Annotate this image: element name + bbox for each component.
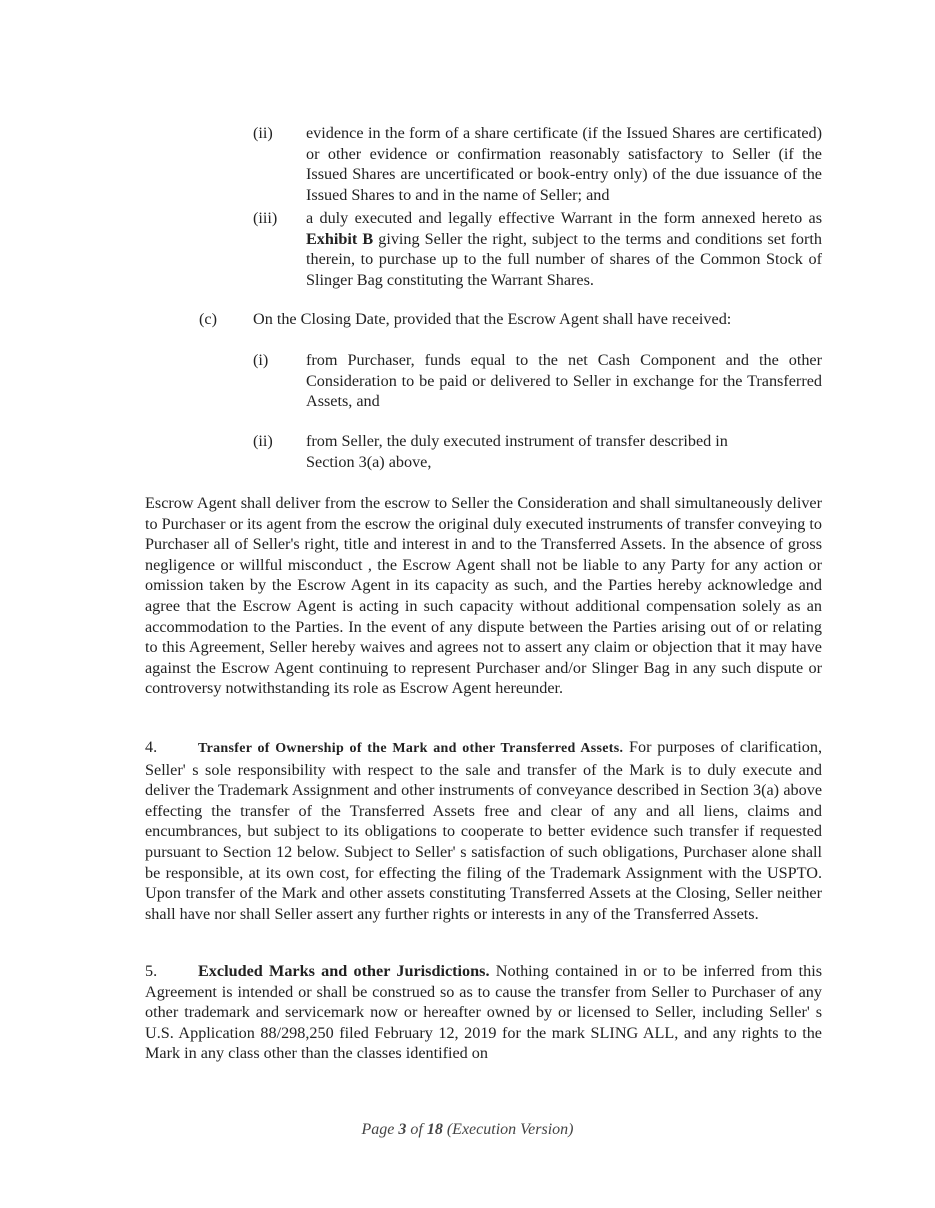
subitem-ii-line1: from Seller, the duly executed instrument of transfer described in (306, 432, 728, 450)
item-iii-text-before: a duly executed and legally effective Warrant in the form annexed hereto as (306, 209, 822, 227)
subitem-ii-line2: Section 3(a) above, (306, 452, 432, 471)
footer-page-word: Page (361, 1121, 395, 1138)
exhibit-b-ref: Exhibit B (306, 229, 374, 248)
item-label-iii: (iii) (253, 209, 278, 227)
section-4 (145, 737, 822, 924)
item-text-ii: evidence in the form of a share certificate (if the Issued Shares are certificated) or other evidence or confirmation reasonably satisfactory to Seller (if the Issued Shares are uncertificated or book-entry only) of the due issuance of the Issued Shares to and in the name of Seller; and (306, 124, 822, 204)
section-5 (145, 961, 822, 1064)
footer-total-pages: 18 (426, 1121, 443, 1138)
escrow-paragraph: Escrow Agent shall deliver from the escrow to Seller the Consideration and shall simultaneously deliver to Purchaser or its agent from the escrow the original duly executed instruments of transfer conveying to Purchaser all of Seller's right, title and interest in and to the Transferred Assets. In the absence of gross negligence or willful misconduct , the Escrow Agent shall not be liable to any Party for any action or omission taken by the Escrow Agent in its capacity as such, and the Parties hereby acknowledge and agree that the Escrow Agent is acting in such capacity without additional compensation solely as an accommodation to the Parties. In the event of any dispute between the Parties arising out of or relating to this Agreement, Seller hereby waives and agrees not to assert any claim or objection that it may have against the Escrow Agent continuing to represent Purchaser and/or Slinger Bag in any such dispute or controversy notwithstanding its role as Escrow Agent hereunder. (145, 494, 822, 698)
page-footer (0, 1121, 935, 1139)
item-text-iii (306, 208, 822, 290)
item-text-c: On the Closing Date, provided that the Escrow Agent shall have received: (253, 310, 732, 328)
item-label-ii: (ii) (253, 124, 273, 142)
subitem-label-i: (i) (253, 351, 269, 369)
item-iii-text-after: giving Seller the right, subject to the terms and conditions set forth therein, to purchase up to the full number of shares of the Common Stock of Slinger Bag constituting the Warrant Shares. (306, 229, 822, 289)
subitem-label-ii: (ii) (253, 432, 273, 450)
section-5-heading: Excluded Marks and other Jurisdictions. (198, 962, 490, 980)
item-label-c: (c) (199, 310, 217, 328)
footer-of-word: of (410, 1121, 423, 1138)
footer-page-number: 3 (398, 1121, 407, 1138)
section-4-text: For purposes of clarification, Seller' s sole responsibility with respect to the sale and transfer of the Mark is to duly execute and deliver the Trademark Assignment and other instruments of conveyance described in Section 3(a) above effecting the transfer of the Transferred Assets free and clear of any and all liens, claims and encumbrances, but subject to its obligations to cooperate to better evidence such transfer if requested pursuant to Section 12 below. Subject to Seller' s satisfaction of such obligations, Purchaser alone shall be responsible, at its own cost, for effecting the filing of the Trademark Assignment with the USPTO. Upon transfer of the Mark and other assets constituting Transferred Assets at the Closing, Seller neither shall have nor shall Seller assert any further rights or interests in any of the Transferred Assets. (145, 738, 822, 923)
subitem-text-i: from Purchaser, funds equal to the net Cash Component and the other Consideration to be paid or delivered to Seller in exchange for the Transferred Assets, and (306, 351, 822, 411)
section-4-number: 4. (145, 738, 158, 756)
section-4-heading: Transfer of Ownership of the Mark and other Transferred Assets. (198, 741, 624, 756)
footer-version: (Execution Version) (446, 1121, 574, 1138)
subitem-text-ii (306, 431, 822, 472)
section-5-text: Nothing contained in or to be inferred from this Agreement is intended or shall be construed so as to cause the transfer from Seller to Purchaser of any other trademark and servicemark now or hereafter owned by or licensed to Seller, including Seller' s U.S. Application 88/298,250 filed February 12, 2019 for the mark SLING ALL, and any rights to the Mark in any class other than the classes identified on (145, 962, 823, 1063)
section-5-number: 5. (145, 962, 158, 980)
